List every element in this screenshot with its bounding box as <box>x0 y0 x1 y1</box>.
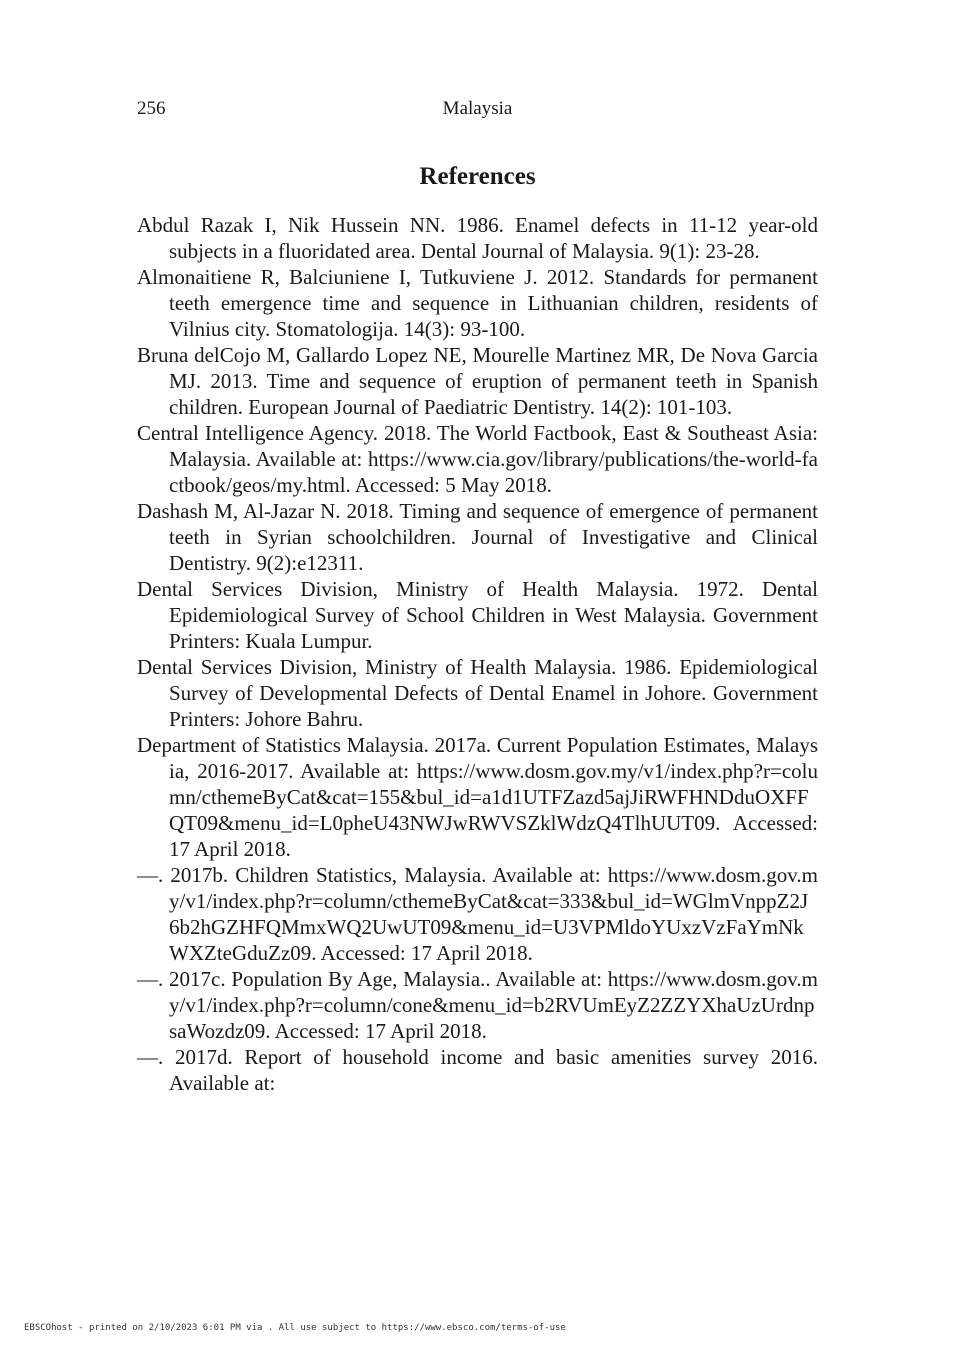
reference-item: Dashash M, Al-Jazar N. 2018. Timing and sequence of emergence of permanent teeth in Syrian schoolchildren. Journal of Investigative and Clinical Dentistry. 9(2):e12311. <box>137 499 818 575</box>
footer-notice: EBSCOhost - printed on 2/10/2023 6:01 PM via . All use subject to https://www.ebsco.com/terms-of-use <box>24 1323 566 1333</box>
reference-item: —. 2017c. Population By Age, Malaysia.. Available at: https://www.dosm.gov.my/v1/index.php?r=column/cone&menu_id=b2RVUmEyZ2ZZYXhaUzUrdnpsaWozdz09. Accessed: 17 April 2018. <box>137 967 818 1043</box>
reference-list <box>137 212 818 1096</box>
page-number: 256 <box>137 98 166 119</box>
reference-item: —. 2017b. Children Statistics, Malaysia. Available at: https://www.dosm.gov.my/v1/index.php?r=column/cthemeByCat&cat=333&bul_id=WGlmVnppZ2J6b2hGZHFQMmxWQ2UwUT09&menu_id=U3VPMldoYUxzVzFaYmNkWXZteGduZz09. Accessed: 17 April 2018. <box>137 863 818 965</box>
reference-item: Central Intelligence Agency. 2018. The World Factbook, East & Southeast Asia: Malaysia. Available at: https://www.cia.gov/library/publications/the-world-factbook/geos/my.html. Accessed: 5 May 2018. <box>137 421 818 497</box>
reference-item: Department of Statistics Malaysia. 2017a. Current Population Estimates, Malaysia, 2016-2017. Available at: https://www.dosm.gov.my/v1/index.php?r=column/cthemeByCat&cat=155&bul_id=a1d1UTFZazd5ajJiRWFHNDduOXFFQT09&menu_id=L0pheU43NWJwRWVSZklWdzQ4TlhUUT09. Accessed: 17 April 2018. <box>137 733 818 861</box>
reference-item: Dental Services Division, Ministry of Health Malaysia. 1972. Dental Epidemiological Survey of School Children in West Malaysia. Government Printers: Kuala Lumpur. <box>137 577 818 653</box>
reference-item: Bruna delCojo M, Gallardo Lopez NE, Mourelle Martinez MR, De Nova Garcia MJ. 2013. Time and sequence of eruption of permanent teeth in Spanish children. European Journal of Paediatric Dentistry. 14(2): 101-103. <box>137 343 818 419</box>
reference-item: —. 2017d. Report of household income and basic amenities survey 2016. Available at: <box>137 1045 818 1095</box>
reference-item: Dental Services Division, Ministry of Health Malaysia. 1986. Epidemiological Survey of Developmental Defects of Dental Enamel in Johore. Government Printers: Johore Bahru. <box>137 655 818 731</box>
references-heading: References <box>419 163 536 190</box>
running-title: Malaysia <box>442 98 513 119</box>
reference-item: Abdul Razak I, Nik Hussein NN. 1986. Enamel defects in 11-12 year-old subjects in a fluoridated area. Dental Journal of Malaysia. 9(1): 23-28. <box>137 213 818 263</box>
reference-item: Almonaitiene R, Balciuniene I, Tutkuviene J. 2012. Standards for permanent teeth emergence time and sequence in Lithuanian children, residents of Vilnius city. Stomatologija. 14(3): 93-100. <box>137 265 818 341</box>
